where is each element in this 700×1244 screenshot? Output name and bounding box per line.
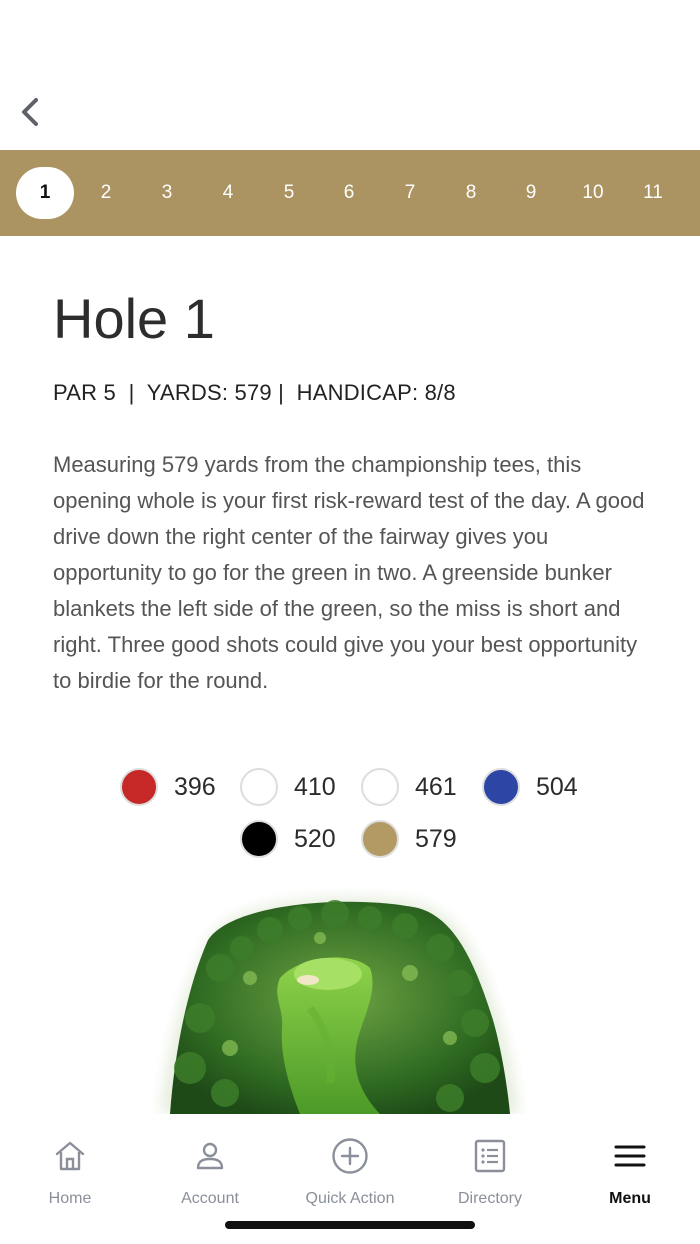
tee-yards: 520 [294,824,336,853]
tee-dot-gold [361,820,399,858]
tee-dot-red [120,768,158,806]
tee-yards: 579 [415,824,457,853]
hole-tab-8[interactable]: 8 [465,182,477,203]
tee-black [240,820,336,858]
tee-white-2 [361,768,457,806]
tee-red [120,768,216,806]
tab-account[interactable] [140,1136,280,1208]
tab-home-label: Home [48,1190,92,1207]
tee-white-1 [240,768,336,806]
hole-tab-5[interactable]: 5 [283,182,295,203]
home-indicator [225,1221,475,1229]
tee-blue [482,768,578,806]
hole-selector [0,150,700,236]
chevron-left-icon [20,97,40,127]
hole-title: Hole 1 [53,287,215,350]
back-button[interactable] [12,92,48,132]
hole-tab-1[interactable]: 1 [16,167,74,219]
hole-map-illustration [150,878,540,1114]
home-icon [50,1136,90,1176]
tab-quick-action-label: Quick Action [305,1190,395,1207]
user-icon [190,1136,230,1176]
hole-description: Measuring 579 yards from the championship tees, this opening whole is your first risk-reward test of the day. A good drive down the right center of the fairway gives you opportunity to go for the green in two. A greenside bunker blankets the left side of the green, so the miss is short and right. Three good shots could give you your best opportunity to birdie for the round. [53,452,645,693]
hole-tab-3[interactable]: 3 [161,182,173,203]
tee-yards: 461 [415,772,457,801]
list-document-icon [470,1136,510,1176]
tee-yards: 396 [174,772,216,801]
tab-menu-label: Menu [609,1190,651,1207]
tee-dot-white [361,768,399,806]
tee-dot-black [240,820,278,858]
tee-dot-blue [482,768,520,806]
hole-tab-11[interactable]: 11 [643,182,663,203]
hole-map-image [150,878,540,1114]
tab-directory-label: Directory [457,1190,522,1207]
hole-tab-7[interactable]: 7 [404,182,416,203]
tee-yards: 410 [294,772,336,801]
tab-account-label: Account [181,1190,239,1207]
hole-tab-4[interactable]: 4 [222,182,234,203]
tee-dot-white [240,768,278,806]
hole-tab-6[interactable]: 6 [343,182,355,203]
tab-quick-action[interactable] [280,1136,420,1208]
tab-home[interactable] [0,1136,140,1208]
hole-tab-9[interactable]: 9 [525,182,537,203]
hamburger-menu-icon [610,1136,650,1176]
hole-tab-2[interactable]: 2 [100,182,112,203]
tab-directory[interactable] [420,1136,560,1208]
tab-menu[interactable] [560,1136,700,1208]
tee-gold [361,820,457,858]
hole-tab-10[interactable]: 10 [582,182,604,203]
tee-yards: 504 [536,772,578,801]
hole-stats: PAR 5 | YARDS: 579 | HANDICAP: 8/8 [53,380,456,405]
plus-circle-icon [330,1136,370,1176]
